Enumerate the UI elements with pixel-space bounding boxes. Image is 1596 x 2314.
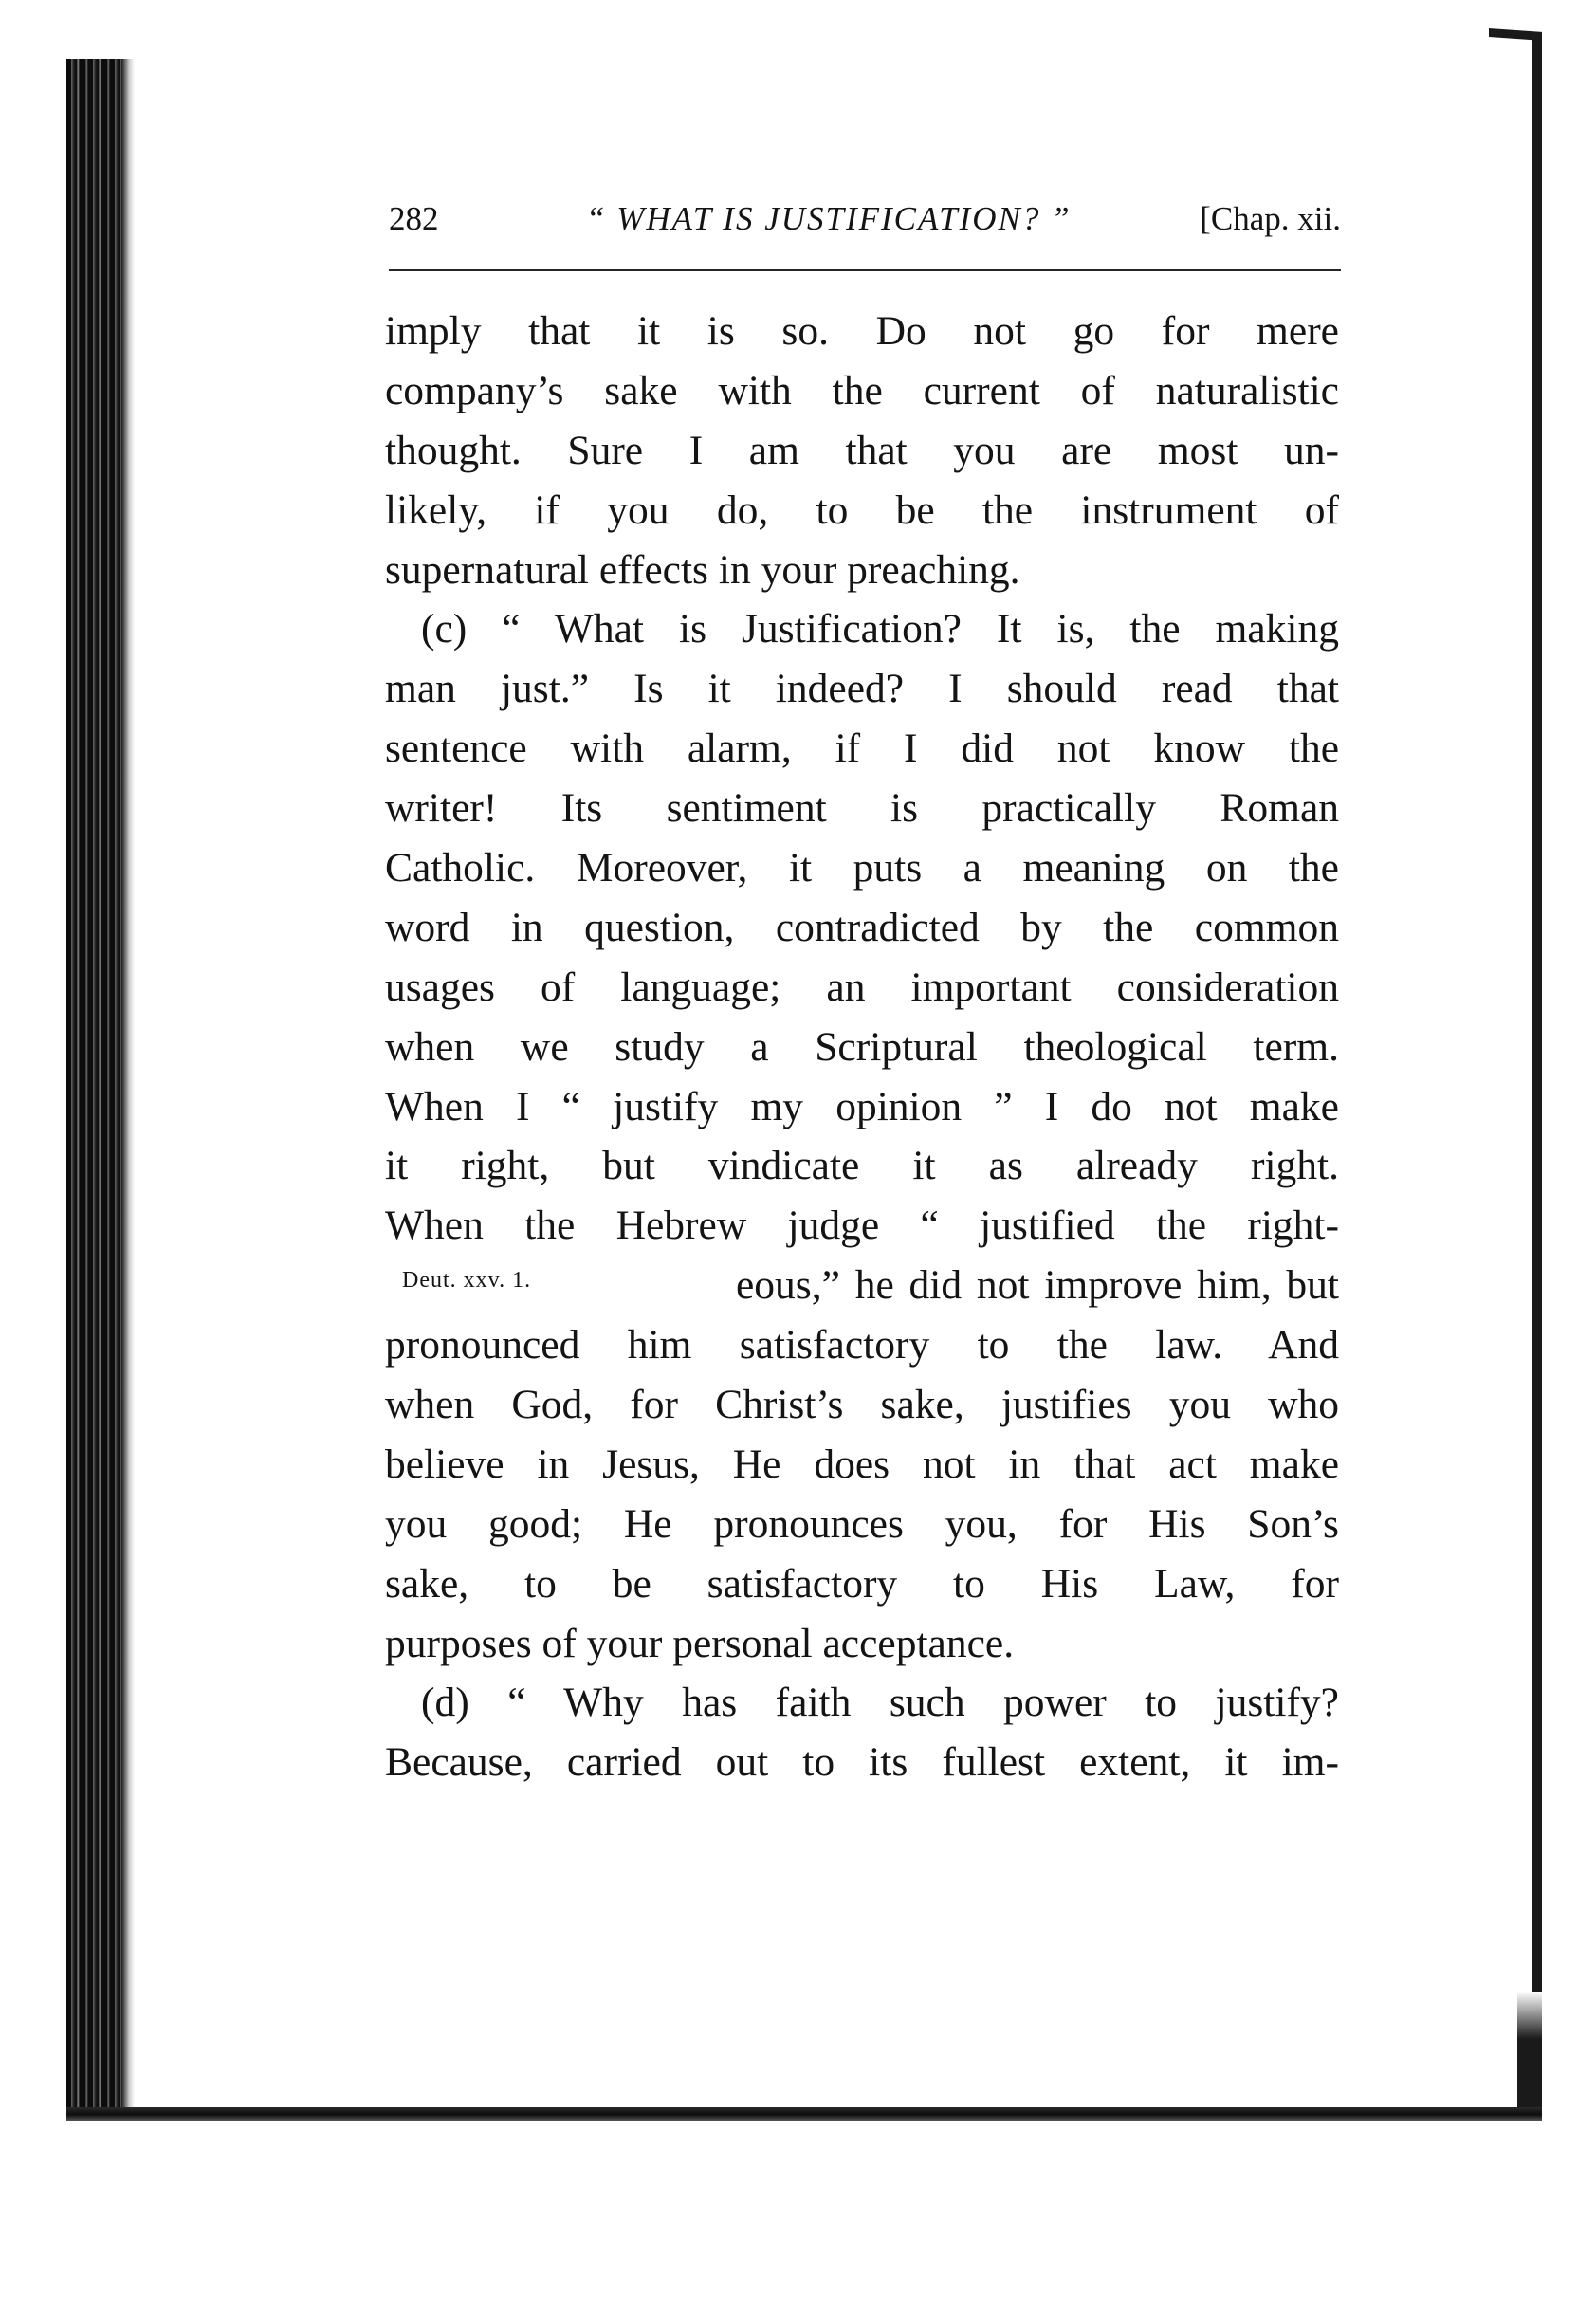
body-text (385, 302, 1339, 1792)
text-line: When the Hebrew judge “ justified the right- (385, 1203, 1339, 1249)
text-line: you good; He pronounces you, for His Son’s (385, 1500, 1339, 1547)
text-line: sentence with alarm, if I did not know the (385, 725, 1339, 772)
text-line: supernatural effects in your preaching. (385, 546, 1020, 593)
text-line: imply that it is so. Do not go for mere (385, 308, 1339, 354)
running-title: “ WHAT IS JUSTIFICATION? ” (586, 200, 1072, 237)
page-number: 282 (389, 200, 439, 237)
text-line: word in question, contradicted by the common (385, 904, 1339, 950)
text-line: believe in Jesus, He does not in that act make (385, 1441, 1339, 1487)
text-line: purposes of your personal acceptance. (385, 1620, 1015, 1666)
text-line: eous,” he did not improve him, but (736, 1262, 1339, 1309)
chapter-label: [Chap. xii. (1200, 200, 1341, 237)
text-line: company’s sake with the current of naturalistic (385, 367, 1339, 413)
text-line: man just.” Is it indeed? I should read that (385, 666, 1339, 712)
text-line: When I “ justify my opinion ” I do not make (385, 1083, 1339, 1129)
book-gutter (121, 59, 135, 2117)
running-header (389, 195, 1341, 243)
page-edge-bottom (66, 2107, 1542, 2121)
margin-citation: Deut. xxv. 1. (402, 1268, 532, 1293)
header-rule (389, 269, 1341, 271)
text-line: likely, if you do, to be the instrument of (385, 487, 1339, 533)
text-line: sake, to be satisfactory to His Law, for (385, 1560, 1339, 1607)
text-line: writer! Its sentiment is practically Roman (385, 785, 1339, 832)
text-line: Because, carried out to its fullest extent, it im- (385, 1739, 1339, 1786)
text-line: thought. Sure I am that you are most un- (385, 427, 1339, 473)
page-edge-right (1532, 38, 1542, 2101)
paragraph-start-line: (c) “ What is Justification? It is, the making (421, 606, 1339, 652)
paragraph-start-line: (d) “ Why has faith such power to justify? (421, 1680, 1339, 1726)
text-line: it right, but vindicate it as already right. (385, 1143, 1339, 1189)
page-edge-corner (1517, 1992, 1542, 2110)
text-line: when God, for Christ’s sake, justifies you who (385, 1382, 1339, 1428)
text-line: pronounced him satisfactory to the law. And (385, 1322, 1339, 1368)
text-line: when we study a Scriptural theological term. (385, 1023, 1339, 1070)
text-line: Catholic. Moreover, it puts a meaning on the (385, 845, 1339, 891)
text-line: usages of language; an important consideration (385, 964, 1339, 1010)
